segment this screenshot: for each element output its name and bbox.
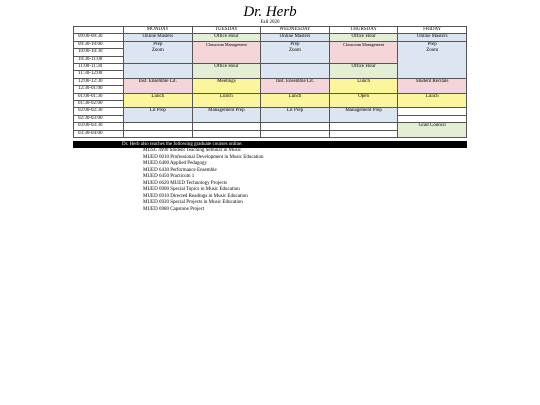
- time-label: 11:00-11:30: [74, 64, 124, 71]
- block-line: Zoom: [426, 48, 439, 54]
- time-label: 11:30-12:00: [74, 71, 124, 78]
- schedule-block: Lunch: [261, 93, 330, 108]
- schedule-block: Office Hour: [329, 34, 398, 41]
- block-line: Zoom: [151, 48, 164, 54]
- schedule-block: [398, 41, 467, 78]
- course-list: [143, 148, 264, 213]
- schedule-block: Office Hour: [192, 34, 261, 41]
- header-row: [74, 27, 467, 34]
- schedule-block: Management Prep: [329, 108, 398, 123]
- list-item: MUED 6450 Practicum 1: [143, 174, 195, 179]
- schedule-block: Office Hour: [329, 64, 398, 79]
- weekly-schedule-table: [73, 26, 467, 138]
- time-row: [74, 93, 467, 100]
- list-item: MUED 6920 Special Projects in Music Education: [143, 200, 243, 205]
- time-label: 03:30-04:00: [74, 130, 124, 137]
- schedule-block: [124, 64, 193, 79]
- schedule-block: Grad Council: [398, 123, 467, 138]
- list-item: MUSC 4990 Student Teaching Seminar in Music: [143, 148, 242, 153]
- semester-subtitle: Fall 2020: [260, 20, 280, 25]
- schedule-block: Student Recitals: [398, 78, 467, 93]
- time-row: [74, 34, 467, 41]
- schedule-block: Lunch: [124, 93, 193, 108]
- schedule-block: Online Masters: [261, 34, 330, 41]
- time-label: 03:00-03:30: [74, 123, 124, 130]
- schedule-block: Lit Prep: [124, 108, 193, 123]
- graduate-courses-banner: [73, 141, 467, 148]
- time-label: 01:30-02:00: [74, 101, 124, 108]
- corner-cell: [74, 27, 124, 34]
- day-header: TUESDAY: [192, 27, 261, 34]
- empty-slot: [398, 108, 467, 115]
- list-item: MUED 6980 Capstone Project: [143, 206, 205, 212]
- schedule-block: Lit Prep: [261, 108, 330, 123]
- schedule-block: Classroom Management: [192, 41, 261, 63]
- schedule-block: Inst. Ensemble Lit.: [261, 78, 330, 93]
- schedule-block: Online Masters: [398, 34, 467, 41]
- block-line: Prep: [290, 41, 300, 47]
- time-row: [74, 78, 467, 85]
- time-label: 09:00-09:30: [74, 34, 124, 41]
- list-item: MUED 6430 Performance Ensemble: [143, 167, 217, 173]
- time-label: 02:00-02:30: [74, 108, 124, 115]
- empty-slot: [192, 123, 261, 130]
- schedule-block: Classroom Management: [329, 41, 398, 63]
- time-label: 01:00-01:30: [74, 93, 124, 100]
- schedule-block: Online Masters: [124, 34, 193, 41]
- day-header: MONDAY: [124, 27, 193, 34]
- schedule-block: [261, 41, 330, 63]
- empty-slot: [124, 130, 193, 137]
- schedule-block: Lunch: [329, 78, 398, 93]
- time-label: 10:00-10:30: [74, 49, 124, 56]
- empty-slot: [398, 115, 467, 122]
- schedule-block: [261, 64, 330, 79]
- list-item: MUED 6010 Professional Development in Music Education: [143, 154, 264, 160]
- list-item: MUED 6400 Applied Pedagogy: [143, 161, 208, 166]
- schedule-title: Dr. Herb: [243, 4, 297, 20]
- time-row: [74, 108, 467, 115]
- schedule-block: Office Hour: [192, 64, 261, 79]
- empty-slot: [261, 123, 330, 130]
- schedule-block: Inst. Ensemble Lit.: [124, 78, 193, 93]
- time-row: [74, 123, 467, 130]
- time-row: [74, 41, 467, 48]
- schedule-block: Lunch: [398, 93, 467, 108]
- empty-slot: [192, 130, 261, 137]
- time-label: 02:30-03:00: [74, 115, 124, 122]
- list-item: MUED 6910 Directed Readings in Music Education: [143, 193, 248, 199]
- schedule-block: [124, 41, 193, 63]
- empty-slot: [261, 130, 330, 137]
- block-line: Prep: [427, 41, 437, 47]
- day-header: FRIDAY: [398, 27, 467, 34]
- banner-text: Dr. Herb also teaches the following graduate courses online:: [122, 142, 243, 147]
- empty-slot: [329, 130, 398, 137]
- list-item: MUED 6620 MUED Technology Projects: [143, 180, 227, 186]
- schedule-block: Lunch: [192, 93, 261, 108]
- schedule-block: Meetings: [192, 78, 261, 93]
- empty-slot: [329, 123, 398, 130]
- day-header: THURSDAY: [329, 27, 398, 34]
- schedule-block: Open: [329, 93, 398, 108]
- day-header: WEDNESDAY: [261, 27, 330, 34]
- block-line: Zoom: [289, 48, 301, 54]
- schedule-block: Management Prep: [192, 108, 261, 123]
- time-label: 09:30-10:00: [74, 41, 124, 48]
- time-label: 12:30-01:00: [74, 86, 124, 93]
- block-line: Prep: [153, 41, 163, 47]
- time-label: 10:30-11:00: [74, 56, 124, 63]
- empty-slot: [124, 123, 193, 130]
- time-label: 12:00-12:30: [74, 78, 124, 85]
- list-item: MUED 6900 Special Topics in Music Education: [143, 187, 240, 192]
